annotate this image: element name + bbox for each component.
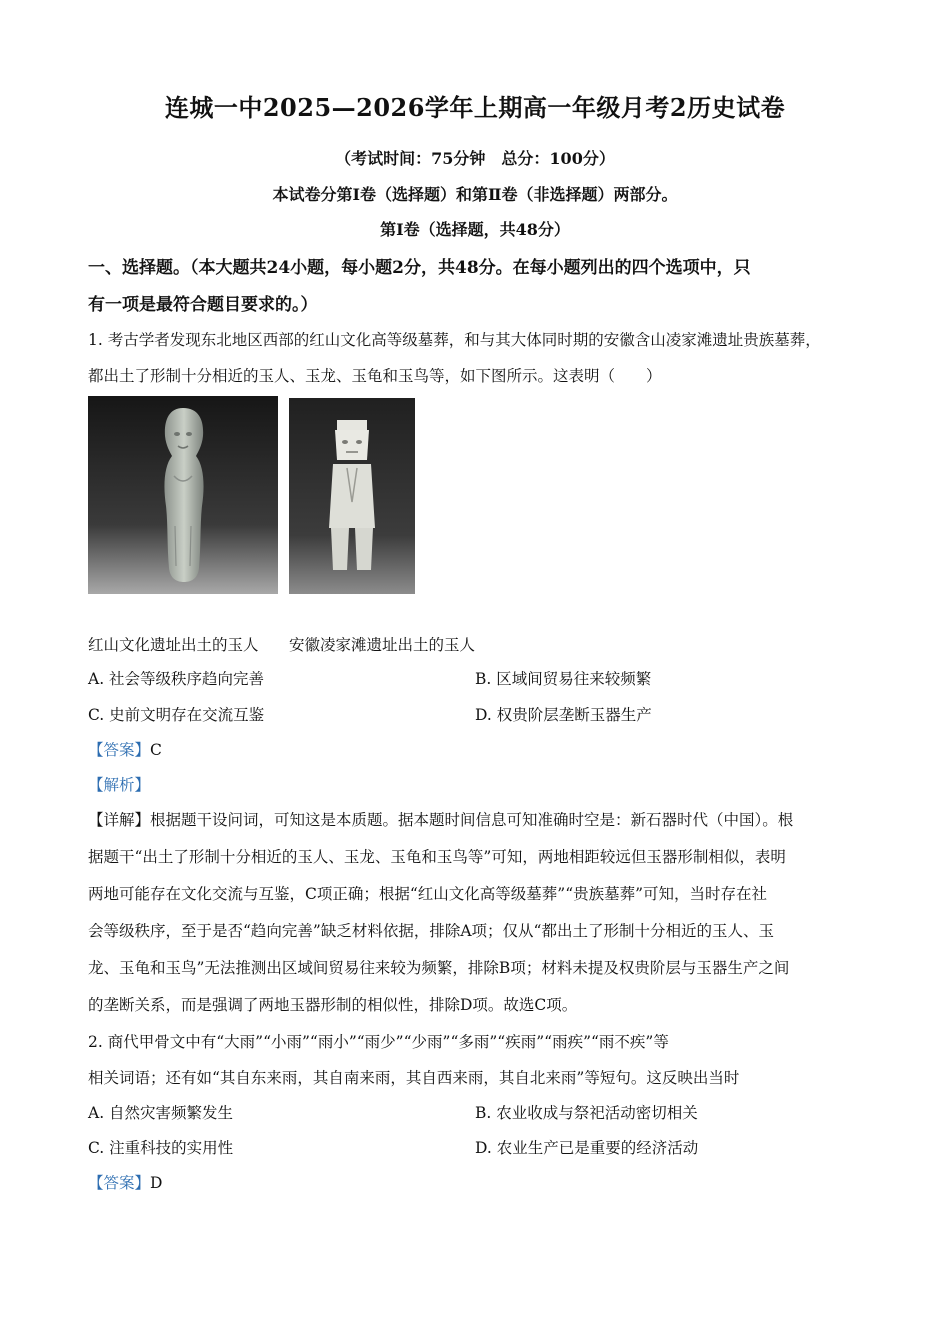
q1-detail-line2: 据题干“出土了形制十分相近的玉人、玉龙、玉龟和玉鸟等”可知，两地相距较远但玉器形制相似，表明	[88, 848, 786, 866]
q2-answer-tag: 【答案】	[88, 1174, 151, 1192]
q1-option-c: C. 史前文明存在交流互鉴	[88, 706, 265, 724]
q2-stem-line2: 相关词语；还有如“其自东来雨，其自南来雨，其自西来雨，其自北来雨”等短句。这反映出当时	[88, 1069, 740, 1087]
q1-option-b: B. 区域间贸易往来较频繁	[475, 670, 652, 688]
structure-note: 本试卷分第Ⅰ卷（选择题）和第Ⅱ卷（非选择题）两部分。	[272, 185, 678, 204]
section-heading-line1: 一、选择题。（本大题共24小题，每小题2分，共48分。在每小题列出的四个选项中，只	[88, 258, 751, 278]
q1-detail-line5: 龙、玉龟和玉鸟”无法推测出区域间贸易往来较为频繁，排除B项；材料未提及权贵阶层与玉器生产之间	[88, 959, 790, 977]
q1-detail-line3: 两地可能存在文化交流与互鉴，C项正确；根据“红山文化高等级墓葬”“贵族墓葬”可知，当时存在社	[88, 885, 768, 903]
q1-detail-text1: 根据题干设问词，可知这是本质题。据本题时间信息可知准确时空是：新石器时代（中国）。根	[150, 811, 794, 829]
part1-heading: 第Ⅰ卷（选择题，共48分）	[380, 220, 570, 239]
q1-detail-line6: 的垄断关系，而是强调了两地玉器形制的相似性，排除D项。故选C项。	[88, 996, 578, 1014]
q1-detail-line4: 会等级秩序，至于是否“趋向完善”缺乏材料依据，排除A项；仅从“都出土了形制十分相近的玉人、玉	[88, 922, 774, 940]
q1-option-d: D. 权贵阶层垄断玉器生产	[475, 706, 652, 724]
q1-detail-tag: 【详解】	[88, 811, 151, 829]
q2-option-b: B. 农业收成与祭祀活动密切相关	[475, 1104, 698, 1122]
q1-option-a: A. 社会等级秩序趋向完善	[88, 670, 265, 688]
q2-answer	[88, 1171, 162, 1193]
hongshan-jade-figure-image	[88, 396, 278, 594]
lingjiatan-jade-figure-image	[289, 398, 415, 594]
q1-answer-tag: 【答案】	[88, 741, 151, 759]
q2-option-c: C. 注重科技的实用性	[88, 1139, 234, 1157]
q2-option-d: D. 农业生产已是重要的经济活动	[475, 1139, 699, 1157]
q2-option-a: A. 自然灾害频繁发生	[88, 1104, 234, 1122]
q1-stem-line1: 1. 考古学者发现东北地区西部的红山文化高等级墓葬，和与其大体同时期的安徽含山凌家滩遗址贵族墓葬，	[88, 331, 821, 349]
q1-caption-right: 安徽凌家滩遗址出土的玉人	[289, 636, 476, 654]
q2-stem-line1: 2. 商代甲骨文中有“大雨”“小雨”“雨小”“雨少”“少雨”“多雨”“疾雨”“雨疾”“雨不疾”等	[88, 1033, 669, 1051]
exam-info: （考试时间：75分钟 总分：100分）	[335, 149, 615, 168]
q1-caption-left: 红山文化遗址出土的玉人	[88, 636, 259, 654]
q1-detail-line1	[88, 808, 868, 830]
q1-answer	[88, 738, 162, 760]
q1-stem-line2: 都出土了形制十分相近的玉人、玉龙、玉龟和玉鸟等，如下图所示。这表明（ ）	[88, 367, 662, 385]
q1-analysis-tag: 【解析】	[88, 776, 151, 794]
page-title: 连城一中2025—2026学年上期高一年级月考2历史试卷	[164, 93, 786, 122]
q2-answer-value: D	[150, 1174, 163, 1192]
section-heading-line2: 有一项是最符合题目要求的。）	[88, 295, 318, 315]
q1-answer-value: C	[150, 741, 162, 759]
